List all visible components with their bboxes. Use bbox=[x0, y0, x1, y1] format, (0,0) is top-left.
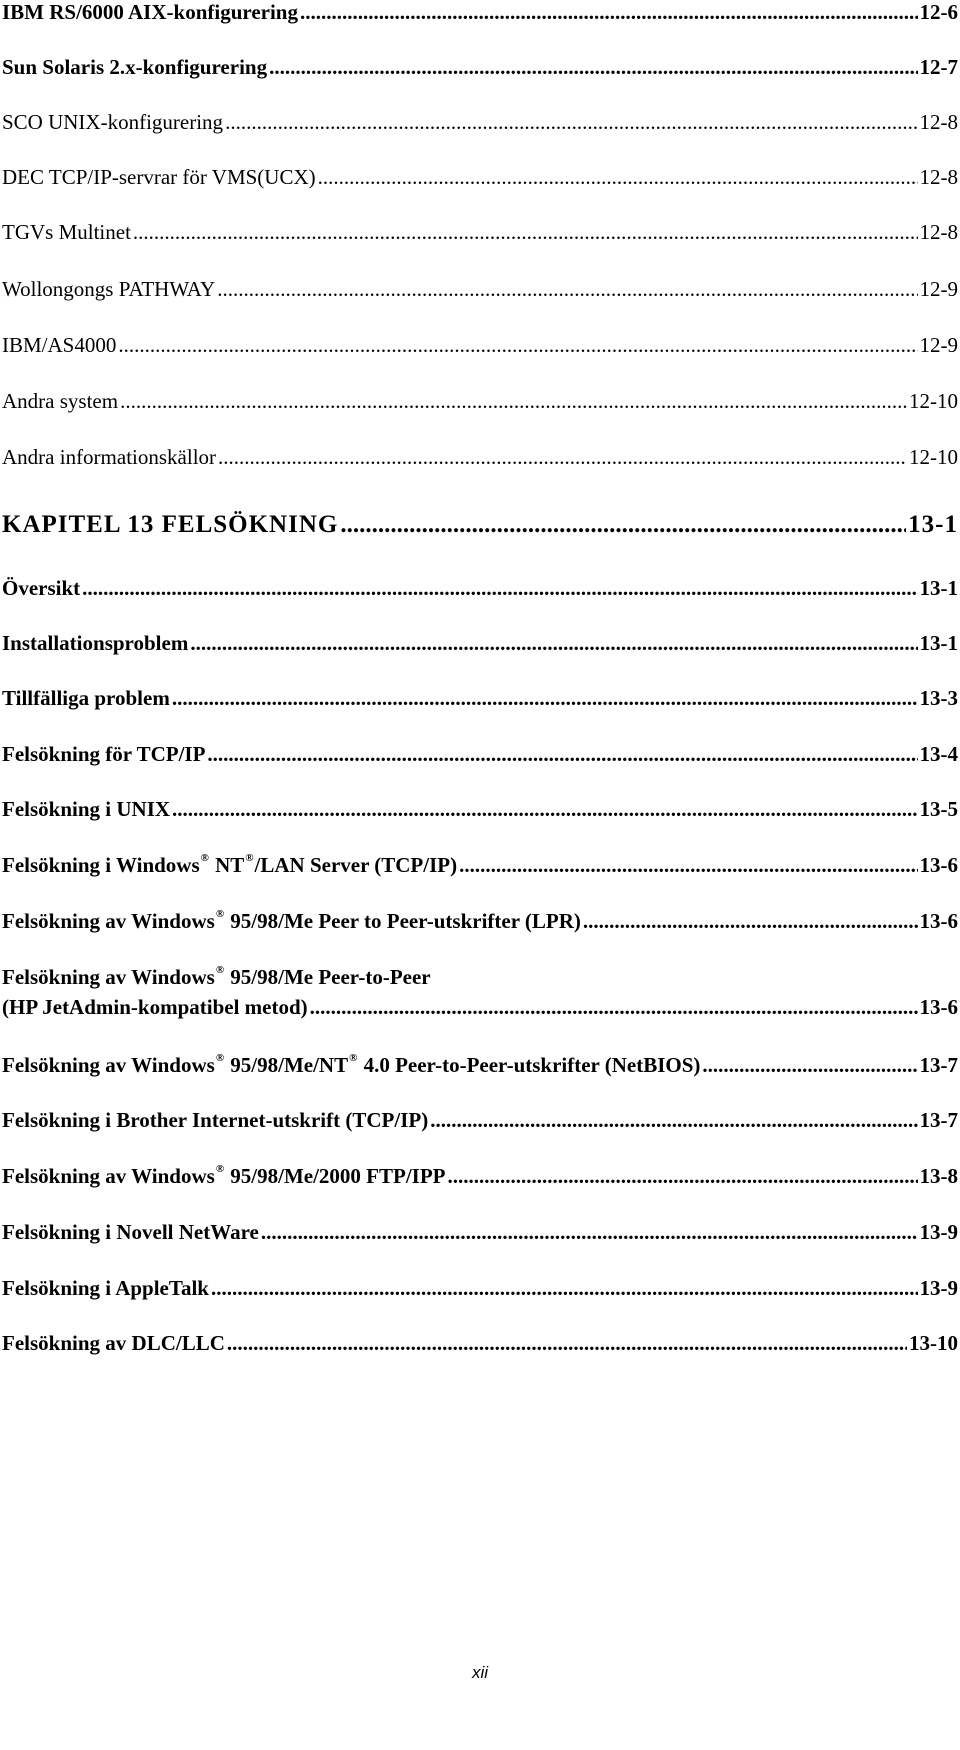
label-part: NT bbox=[209, 853, 245, 877]
dot-leader bbox=[172, 797, 917, 822]
toc-page-number: 13-5 bbox=[919, 797, 958, 821]
label-part: 95/98/Me Peer-to-Peer bbox=[225, 965, 431, 989]
dot-leader bbox=[133, 220, 918, 245]
dot-leader bbox=[269, 55, 917, 80]
dot-leader bbox=[225, 110, 917, 135]
toc-entry[interactable] bbox=[2, 511, 958, 539]
dot-leader bbox=[211, 1276, 918, 1301]
toc-entry-label: Felsökning av DLC/LLC bbox=[2, 1331, 225, 1355]
label-part: 95/98/Me/2000 FTP/IPP bbox=[225, 1164, 446, 1188]
toc-entry[interactable] bbox=[2, 909, 958, 934]
toc-entry[interactable] bbox=[2, 165, 958, 190]
registered-mark: ® bbox=[215, 908, 225, 920]
dot-leader bbox=[340, 511, 906, 539]
toc-entry-label: DEC TCP/IP-servrar för VMS(UCX) bbox=[2, 165, 316, 189]
dot-leader bbox=[583, 909, 918, 934]
label-part: Felsökning av Windows bbox=[2, 1053, 215, 1077]
dot-leader bbox=[120, 389, 907, 414]
label-part: Felsökning av Windows bbox=[2, 909, 215, 933]
dot-leader bbox=[217, 277, 917, 302]
registered-mark: ® bbox=[245, 852, 254, 864]
toc-entry-label: Översikt bbox=[2, 576, 81, 600]
toc-entry-label: Felsökning i Novell NetWare bbox=[2, 1220, 259, 1244]
toc-page-number: 13-1 bbox=[919, 576, 958, 600]
toc-entry-label: TGVs Multinet bbox=[2, 220, 131, 244]
toc-entry[interactable] bbox=[2, 333, 958, 358]
toc-page-number: 12-8 bbox=[919, 110, 958, 134]
toc-entry[interactable] bbox=[2, 445, 958, 470]
toc-entry[interactable] bbox=[2, 389, 958, 414]
toc-page-number: 12-10 bbox=[909, 389, 958, 413]
toc-entry-label: Felsökning i AppleTalk bbox=[2, 1276, 209, 1300]
dot-leader bbox=[702, 1053, 917, 1078]
page-number: xii bbox=[471, 1663, 489, 1682]
dot-leader bbox=[310, 995, 918, 1020]
toc-entry[interactable] bbox=[2, 686, 958, 711]
toc-entry-label bbox=[2, 1164, 446, 1189]
toc-entry-line1 bbox=[2, 965, 958, 990]
toc-page-number: 13-6 bbox=[919, 995, 958, 1019]
dot-leader bbox=[300, 0, 918, 25]
toc-entry-label: IBM RS/6000 AIX-konfigurering bbox=[2, 0, 298, 24]
toc-entry[interactable] bbox=[2, 277, 958, 302]
label-part: /LAN Server (TCP/IP) bbox=[254, 853, 458, 877]
toc-entry-label: Felsökning för TCP/IP bbox=[2, 742, 206, 766]
registered-mark: ® bbox=[349, 1052, 358, 1064]
toc-entry-label bbox=[2, 853, 457, 878]
toc-entry-label: Felsökning i Brother Internet-utskrift (TCP/IP) bbox=[2, 1108, 429, 1132]
toc-page-number: 13-1 bbox=[919, 631, 958, 655]
toc-entry-label bbox=[2, 1053, 700, 1078]
toc-entry-label: (HP JetAdmin-kompatibel metod) bbox=[2, 995, 308, 1019]
toc-page-number: 13-6 bbox=[919, 853, 958, 877]
toc-entry[interactable] bbox=[2, 110, 958, 135]
toc-entry[interactable] bbox=[2, 742, 958, 767]
dot-leader bbox=[82, 576, 917, 601]
toc-entry[interactable] bbox=[2, 1276, 958, 1301]
label-part: Felsökning i Windows bbox=[2, 853, 200, 877]
toc-entry[interactable] bbox=[2, 576, 958, 601]
toc-page-number: 12-8 bbox=[919, 220, 958, 244]
registered-mark: ® bbox=[215, 1052, 225, 1064]
dot-leader bbox=[459, 853, 917, 878]
label-part: 95/98/Me Peer to Peer-utskrifter (LPR) bbox=[225, 909, 581, 933]
toc-entry-label: IBM/AS4000 bbox=[2, 333, 117, 357]
toc-page-number: 13-7 bbox=[919, 1053, 958, 1077]
toc-entry-label: Tillfälliga problem bbox=[2, 686, 170, 710]
toc-page-number: 12-10 bbox=[909, 445, 958, 469]
dot-leader bbox=[430, 1108, 917, 1133]
toc-entry[interactable] bbox=[2, 55, 958, 80]
toc-entry[interactable] bbox=[2, 220, 958, 245]
dot-leader bbox=[448, 1164, 918, 1189]
toc-entry[interactable] bbox=[2, 995, 958, 1020]
toc-page-number: 12-9 bbox=[919, 333, 958, 357]
registered-mark: ® bbox=[200, 852, 209, 864]
toc-entry[interactable] bbox=[2, 1108, 958, 1133]
toc-page-number: 13-8 bbox=[919, 1164, 958, 1188]
label-part: Felsökning av Windows bbox=[2, 1164, 215, 1188]
toc-page-number: 13-10 bbox=[909, 1331, 958, 1355]
toc-entry-label: Installationsproblem bbox=[2, 631, 189, 655]
registered-mark: ® bbox=[215, 964, 225, 976]
toc-entry[interactable] bbox=[2, 853, 958, 878]
label-part: 4.0 Peer-to-Peer-utskrifter (NetBIOS) bbox=[358, 1053, 701, 1077]
toc-entry-label: Wollongongs PATHWAY bbox=[2, 277, 216, 301]
toc-entry-label: Sun Solaris 2.x-konfigurering bbox=[2, 55, 268, 79]
toc-entry-label: Felsökning i UNIX bbox=[2, 797, 171, 821]
toc-entry[interactable] bbox=[2, 0, 958, 25]
dot-leader bbox=[227, 1331, 907, 1356]
toc-entry[interactable] bbox=[2, 1331, 958, 1356]
dot-leader bbox=[118, 333, 917, 358]
toc-entry-label: Andra informationskällor bbox=[2, 445, 217, 469]
toc-page-number: 13-6 bbox=[919, 909, 958, 933]
toc-page-number: 13-3 bbox=[919, 686, 958, 710]
toc-entry[interactable] bbox=[2, 1220, 958, 1245]
toc-entry-label: Andra system bbox=[2, 389, 119, 413]
label-part: Felsökning av Windows bbox=[2, 965, 215, 989]
toc-page-number: 13-4 bbox=[919, 742, 958, 766]
dot-leader bbox=[207, 742, 917, 767]
toc-page-number: 12-8 bbox=[919, 165, 958, 189]
toc-page-number: 13-7 bbox=[919, 1108, 958, 1132]
dot-leader bbox=[318, 165, 918, 190]
dot-leader bbox=[261, 1220, 918, 1245]
toc-entry-label bbox=[2, 965, 431, 990]
toc-page-number: 12-7 bbox=[919, 55, 958, 79]
dot-leader bbox=[172, 686, 918, 711]
toc-page-number: 13-9 bbox=[919, 1220, 958, 1244]
registered-mark: ® bbox=[215, 1163, 225, 1175]
label-part: 95/98/Me/NT bbox=[225, 1053, 349, 1077]
toc-entry[interactable] bbox=[2, 1164, 958, 1189]
dot-leader bbox=[218, 445, 907, 470]
dot-leader bbox=[190, 631, 917, 656]
toc-page-number: 12-9 bbox=[919, 277, 958, 301]
toc-page-number: 13-1 bbox=[908, 511, 958, 538]
toc-page-number: 13-9 bbox=[919, 1276, 958, 1300]
toc-entry[interactable] bbox=[2, 797, 958, 822]
toc-entry-label bbox=[2, 909, 581, 934]
toc-entry-label: SCO UNIX-konfigurering bbox=[2, 110, 224, 134]
toc-entry-label: KAPITEL 13 FELSÖKNING bbox=[2, 511, 339, 538]
toc-page-number: 12-6 bbox=[919, 0, 958, 24]
toc-entry[interactable] bbox=[2, 631, 958, 656]
toc-entry[interactable] bbox=[2, 1053, 958, 1078]
